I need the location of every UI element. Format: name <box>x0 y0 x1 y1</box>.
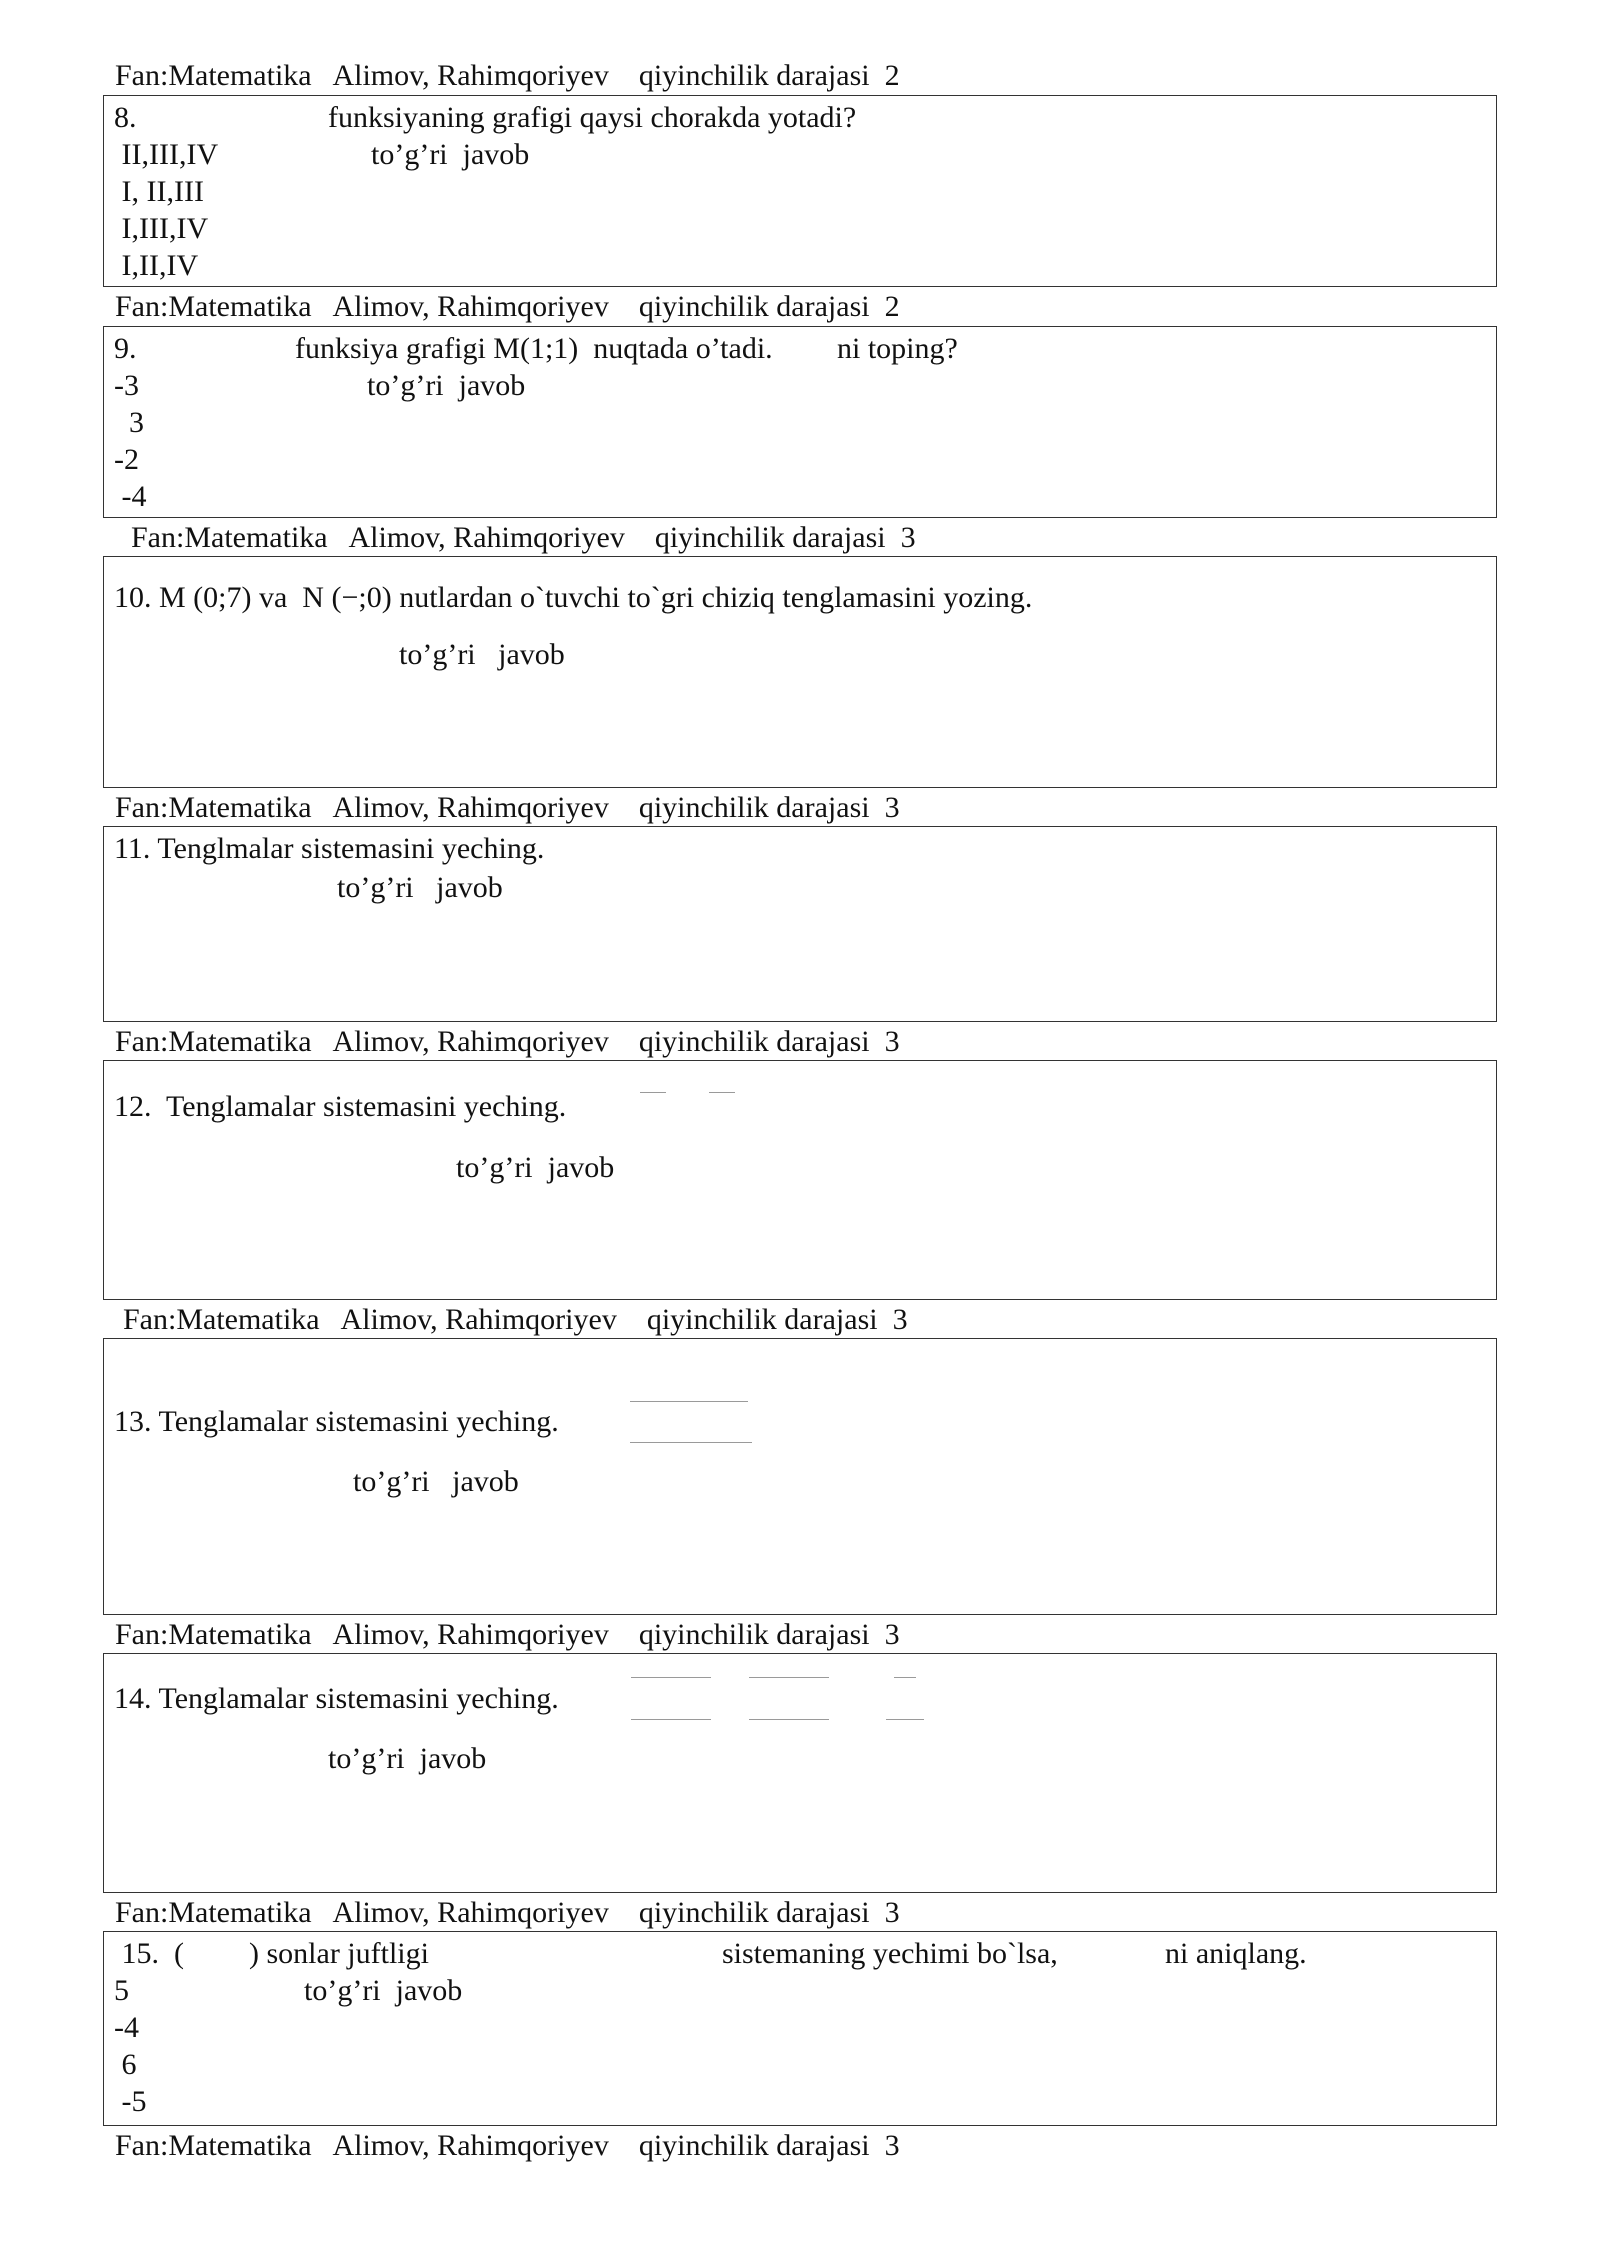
formula-fraction-bar <box>630 1401 748 1402</box>
formula-fraction-bar <box>894 1677 916 1678</box>
question-number: 15. ( <box>114 1937 184 1970</box>
answer-option: -3 <box>114 369 139 402</box>
question-header: Fan:Matematika Alimov, Rahimqoriyev qiyinchilik darajasi 3 <box>131 521 916 554</box>
answer-option: -5 <box>114 2085 147 2118</box>
formula-fraction-bar <box>749 1677 829 1678</box>
question-box-8 <box>103 95 1497 287</box>
correct-answer-label: to’g’ri javob <box>399 638 565 671</box>
correct-answer-label: to’g’ri javob <box>371 138 530 171</box>
question-header: Fan:Matematika Alimov, Rahimqoriyev qiyinchilik darajasi 3 <box>123 1303 908 1336</box>
formula-fraction-bar <box>631 1677 711 1678</box>
question-header: Fan:Matematika Alimov, Rahimqoriyev qiyinchilik darajasi 3 <box>115 1896 900 1929</box>
answer-option: -4 <box>114 2011 139 2044</box>
correct-answer-label: to’g’ri javob <box>328 1742 487 1775</box>
formula-fraction-bar <box>709 1092 735 1093</box>
correct-answer-label: to’g’ri javob <box>304 1974 463 2007</box>
question-text: 13. Tenglamalar sistemasini yeching. <box>114 1405 559 1438</box>
answer-option: 3 <box>114 406 144 439</box>
question-header: Fan:Matematika Alimov, Rahimqoriyev qiyinchilik darajasi 3 <box>115 1618 900 1651</box>
correct-answer-label: to’g’ri javob <box>337 871 503 904</box>
answer-option: I,III,IV <box>114 212 209 245</box>
correct-answer-label: to’g’ri javob <box>456 1151 615 1184</box>
correct-answer-label: to’g’ri javob <box>367 369 526 402</box>
question-number: 9. <box>114 332 137 365</box>
question-text: ni aniqlang. <box>1165 1937 1307 1970</box>
question-box-14 <box>103 1653 1497 1893</box>
question-text: funksiya grafigi M(1;1) nuqtada o’tadi. <box>295 332 773 365</box>
answer-option: -4 <box>114 480 147 513</box>
answer-option: 6 <box>114 2048 137 2081</box>
question-box-10 <box>103 556 1497 788</box>
formula-fraction-bar <box>886 1719 924 1720</box>
question-header: Fan:Matematika Alimov, Rahimqoriyev qiyinchilik darajasi 2 <box>115 290 900 323</box>
question-box-11 <box>103 826 1497 1022</box>
correct-answer-label: to’g’ri javob <box>353 1465 519 1498</box>
question-box-12 <box>103 1060 1497 1300</box>
formula-fraction-bar <box>640 1092 666 1093</box>
answer-option: I, II,III <box>114 175 204 208</box>
question-text: 14. Tenglamalar sistemasini yeching. <box>114 1682 559 1715</box>
formula-fraction-bar <box>630 1442 752 1443</box>
answer-option: II,III,IV <box>114 138 219 171</box>
question-header: Fan:Matematika Alimov, Rahimqoriyev qiyinchilik darajasi 3 <box>115 1025 900 1058</box>
question-box-9 <box>103 326 1497 518</box>
question-text: 12. Tenglamalar sistemasini yeching. <box>114 1090 567 1123</box>
answer-option: -2 <box>114 443 139 476</box>
question-box-15 <box>103 1931 1497 2126</box>
question-text: sistemaning yechimi bo`lsa, <box>722 1937 1058 1970</box>
question-text: 11. Tenglmalar sistemasini yeching. <box>114 832 545 865</box>
question-box-13 <box>103 1338 1497 1615</box>
question-header: Fan:Matematika Alimov, Rahimqoriyev qiyinchilik darajasi 2 <box>115 59 900 92</box>
answer-option: I,II,IV <box>114 249 199 282</box>
answer-option: 5 <box>114 1974 129 2007</box>
question-header: Fan:Matematika Alimov, Rahimqoriyev qiyinchilik darajasi 3 <box>115 2129 900 2162</box>
formula-fraction-bar <box>631 1719 711 1720</box>
question-number: 8. <box>114 101 137 134</box>
question-text: ni toping? <box>837 332 958 365</box>
formula-fraction-bar <box>749 1719 829 1720</box>
question-text: ) sonlar juftligi <box>249 1937 429 1970</box>
question-header: Fan:Matematika Alimov, Rahimqoriyev qiyinchilik darajasi 3 <box>115 791 900 824</box>
question-text: funksiyaning grafigi qaysi chorakda yotadi? <box>328 101 857 134</box>
question-text: 10. M (0;7) va N (−;0) nutlardan o`tuvchi to`gri chiziq tenglamasini yozing. <box>114 581 1033 614</box>
